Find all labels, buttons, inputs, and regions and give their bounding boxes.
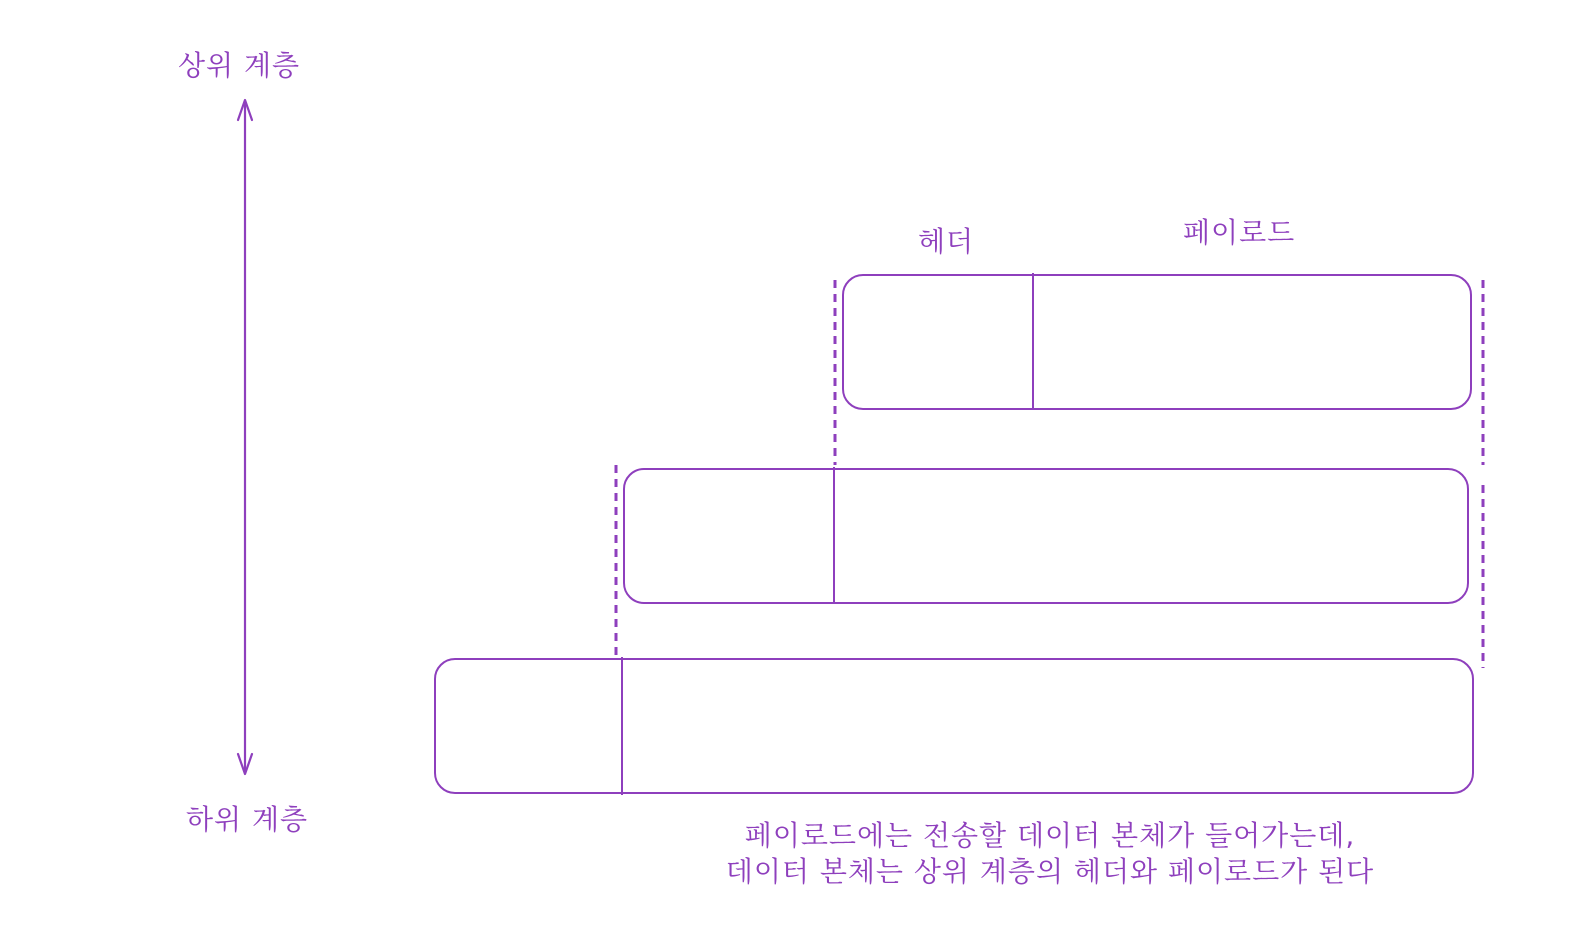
explanation-caption (690, 818, 1410, 890)
header-label: 헤더 (918, 225, 975, 258)
caption-line-2: 데이터 본체는 상위 계층의 헤더와 페이로드가 된다 (725, 855, 1375, 888)
packet-middle-box (624, 469, 1468, 603)
packet-bottom-layer (435, 657, 1473, 795)
payload-label: 페이로드 (1183, 216, 1296, 249)
layer-axis-arrow (238, 100, 252, 774)
packet-top-box (843, 275, 1471, 409)
caption-line-1: 페이로드에는 전송할 데이터 본체가 들어가는데, (744, 819, 1356, 852)
packet-top-layer (843, 273, 1471, 410)
dashed-guides (616, 280, 1483, 668)
packet-middle-layer (624, 467, 1468, 604)
lower-layer-label: 하위 계층 (186, 803, 309, 836)
upper-layer-label: 상위 계층 (178, 49, 301, 82)
packet-bottom-box (435, 659, 1473, 793)
